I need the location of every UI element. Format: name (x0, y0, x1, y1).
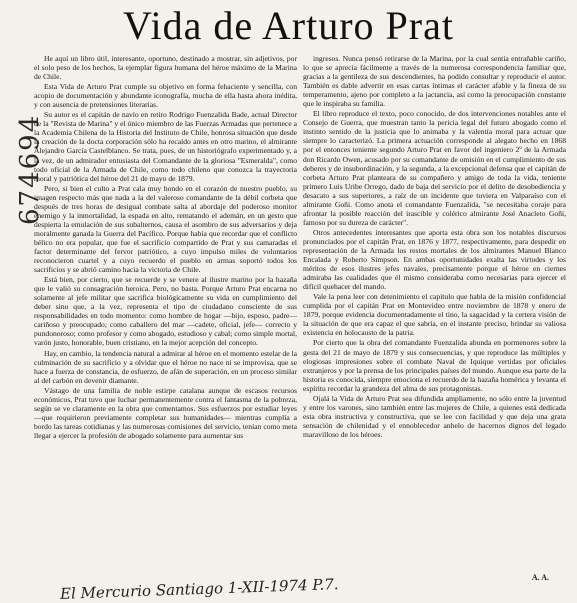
article-paragraph: Su autor es el capitán de navío en retiro Rodrigo Fuenzalida Bade, actual Director de la "Revista de Marina" y el único miembro de las Fuerzas Armadas que pertenece a la Academia Chilena de la Historia del Instituto de Chile, honrosa situación que desde la creación de la docta corporación sólo ha recaído antes en otro marino, el almirante Alejandro García Castelblanco. Se trata, pues, de un historiógrafo experimentado y, a la vez, de un admirador entusiasta del Comandante de la gloriosa "Esmeralda", como todo oficial de la Armada de Chile, como todo chileno que conozca la trayectoria moral y patriótica del héroe del 21 de mayo de 1879. (34, 110, 297, 183)
article-paragraph: Vale la pena leer con detenimiento el capítulo que habla de la misión confidencial cumplida por el capitán Prat en Montevideo entre noviembre de 1878 y enero de 1879, porque evidencia documentadamente el tino, la sagacidad y la certera visión de la situación de que era capaz el que sabría, en el instante preciso, brindar su valiosa existencia en holocausto de la patria. (303, 292, 566, 338)
article-paragraph: ingresos. Nunca pensó retirarse de la Marina, por la cual sentía entrañable cariño, lo que se aprecia fácilmente a través de la numerosa correspondencia familiar que, gracias a la gentileza de sus descendientes, ha podido consultar y reproducir el autor. También es dable advertir en esas cartas íntimas el carácter afable y la fineza de su temperamento, ajeno por completo a la jactancia, así como la preocupación constante que le inspiraba su familia. (303, 54, 566, 109)
left-column (34, 54, 297, 440)
handwritten-source-note: El Mercurio Santiago 1-XII-1974 P.7. (59, 575, 339, 603)
article-paragraph: Está bien, por cierto, que se recuerde y se venere al ilustre marino por la hazaña que le valió su consagración heroica. Pero, no basta. Porque Arturo Prat encarna no solamente al jefe militar que sacrifica biológicamente su vida en cumplimiento del deber sino que, a la vez, representa el tipo de ciudadano consciente de sus responsabilidades en todo momento: como hombre de hogar —hijo, esposo, padre— cariñoso y preocupado; como caballero del mar —cadete, oficial, jefe— correcto y pundonoroso; como profesor y como abogado, estudioso y cabal; como simple mortal, varón justo, honorable, buen cristiano, en la mejor acepción del concepto. (34, 275, 297, 348)
author-signature: A. A. (531, 573, 549, 582)
article-title: Vida de Arturo Prat (123, 3, 454, 48)
article-paragraph: El libro reproduce el texto, poco conocido, de dos intervenciones notables ante el Consejo de Guerra, que muestran tanto la pericia legal del futuro abogado como el instinto sentido de la justicia que lo animaba y la valentía moral para actuar que siempre lo caracterizó. La primera actuación corresponde al alegato hecho en 1868 por el entonces teniente segundo Arturo Prat en favor del ingeniero 2º de la Armada don Ricardo Owen, acusado por su comandante de omisión en el cumplimiento de sus deberes y de insubordinación, y la segunda, a la excepcional defensa que el capitán de corbeta Arturo Prat planteara de su compañero y amigo de toda la vida, teniente primero Luis Uribe Orrego, dado de baja del servicio por el delito de desobediencia y desacato a sus superiores, a raíz de un incidente que tuviera en Valparaíso con el almirante Goñi. Como anota el comandante Fuenzalida, "se necesitaba coraje para afrontar la posible reacción del irascible y colérico almirante José Anacleto Goñi, famoso por su dureza de carácter". (303, 109, 566, 227)
article-paragraph: He aquí un libro útil, interesante, oportuno, destinado a mostrar, sin adjetivos, por el solo peso de los hechos, la ejemplar figura humana del héroe máximo de la Marina de Chile. (34, 54, 297, 82)
article-paragraph: Esta Vida de Arturo Prat cumple su objetivo en forma fehaciente y sencilla, con acopio de documentación y abundante iconografía, mucha de ella hasta ahora inédita, y con ausencia de pretensiones literarias. (34, 82, 297, 110)
article-paragraph: Ojalá la Vida de Arturo Prat sea difundida ampliamente, no sólo entre la juventud y entre los varones, sino también entre las mujeres de Chile, a quienes está dedicada esta obra instructiva y constructiva, que se lee con facilidad y que deja una grata sensación de chilenidad y el ennoblecedor anhelo de hacernos dignos del legado maravilloso de los héroes. (303, 393, 566, 439)
article-paragraph: Pero, si bien el culto a Prat cala muy hondo en el corazón de nuestro pueblo, su imagen respecto más que nada a la del valeroso comandante de la débil corbeta que después de tres horas de desigual combate salta al abordaje del poderoso monitor enemigo y la inmortalidad, la espada en alto, rematando el ademán, en un gesto que despierta la emulación de sus subalternos, causa el asombro de sus adversarios y deja moralmente ganada la Guerra del Pacífico. Porque había que recordar que el conflicto bélico no era popular, que fue el sacrificio compartido de Prat y sus camaradas el factor determinante del fervor patriótico, a cuyo impulso miles de voluntarios reconocieron cuartel y a cuyo recuerdo el pueblo en armas soportó todos los sacrificios y se abrió camino hacia la victoria de Chile. (34, 183, 297, 275)
article-paragraph: Otros antecedentes interesantes que aporta esta obra son los notables discursos pronunciados por el capitán Prat, en 1876 y 1877, respectivamente, para despedir en representación de la Armada los restos mortales de los almirantes Manuel Blanco Encalada y Roberto Simpson. En ambas oportunidades exalta las virtudes y los méritos de esos ilustres jefes navales, precisamente porque el héroe en ciernes admiraba las cualidades que él mismo consideraba como necesarias para ejercer el difícil quehacer del mando. (303, 227, 566, 292)
article-paragraph: Por cierto que la obra del comandante Fuenzalida abunda en pormenores sobre la gesta del 21 de mayo de 1879 y sus consecuencias, y que reproduce las múltiples y elogiosas impresiones sobre el combate Naval de Iquique vertidas por oficiales extranjeros y por la prensa de los principales países del mundo. Aunque esa parte de la historia es conocida, siempre emociona el recuerdo de la hazaña homérica y levanta el espíritu recordar la grandeza del alma de sus protagonistas. (303, 338, 566, 393)
handwritten-catalog-number: 674694 (15, 113, 45, 225)
article-paragraph: Vástago de una familia de noble estirpe catalana aunque de escasos recursos económicos, Prat tuvo que luchar permanentemente contra el fantasma de la pobreza, según se ve claramente en la obra que comentamos. Sus esfuerzos por estudiar leyes —que requirieron previamente completar sus humanidades— mientras cumplía a bordo las tareas cotidianas y las numerosas comisiones del servicio, tenían como meta llegar a ejercer la profesión de abogado solamente para aumentar sus (34, 385, 297, 440)
article-paragraph: Hay, en cambio, la tendencia natural a admirar al héroe en el momento estelar de la culminación de su sacrificio y a olvidar que el héroe no nace ni se improvisa, que se hace a fuerza de constancia, de esfuerzo, de afán de superación, en un proceso similar al del carbón en devenir diamante. (34, 348, 297, 385)
right-column (303, 54, 566, 439)
